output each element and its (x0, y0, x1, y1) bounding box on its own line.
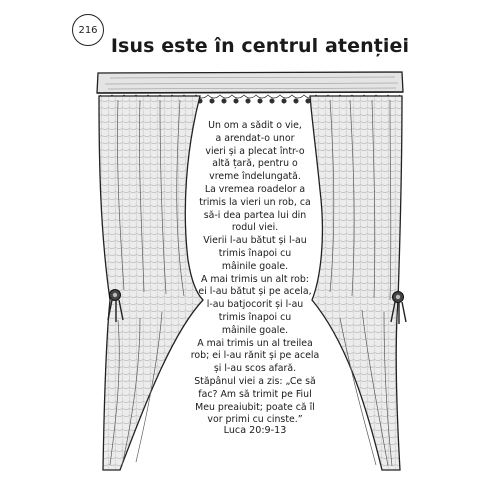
passage-line: trimis înapoi cu (218, 311, 292, 323)
passage-line: vreme îndelungată. (209, 171, 301, 183)
scripture-reference: Luca 20:9-13 (223, 425, 287, 436)
passage-line: Vierii l-au bătut și l-au (203, 235, 307, 247)
passage-line: și l-au scos afară. (213, 363, 297, 375)
passage-line: fac? Am să trimit pe Fiul (198, 388, 312, 400)
passage-line: La vremea roadelor a (204, 183, 306, 195)
curtain-valance (97, 72, 403, 93)
passage-line: Un om a sădit o vie, (208, 120, 302, 131)
passage-line: mâinile goale. (221, 260, 289, 272)
passage-line: rodul viei. (231, 222, 279, 234)
passage-line: rob; ei l-au rănit și pe acela (190, 350, 320, 362)
passage-line: vor primi cu cinste.” (207, 414, 303, 426)
passage-line: l-au batjocorit și l-au (206, 299, 304, 311)
passage-line: altă țară, pentru o (212, 158, 298, 170)
passage-line: A mai trimis un alt rob: (201, 273, 309, 285)
page-title: Isus este în centrul atenției (110, 35, 410, 57)
passage-line: A mai trimis un al treilea (197, 337, 313, 349)
page-number: 216 (72, 14, 104, 46)
passage-line: Meu preaiubit; poate că îl (195, 401, 315, 413)
passage-line: a arendat-o unor (215, 132, 295, 144)
passage-line: să-i dea partea lui din (203, 209, 307, 221)
right-curtain (310, 96, 402, 470)
passage-line: Stăpânul viei a zis: „Ce să (194, 375, 316, 387)
passage-line: ei l-au bătut și pe acela, (198, 286, 312, 298)
left-curtain (99, 96, 203, 470)
passage-line: vieri și a plecat într-o (205, 145, 305, 157)
passage-line: trimis înapoi cu (218, 247, 292, 259)
bible-passage (190, 120, 320, 427)
passage-line: mâinile goale. (221, 324, 289, 336)
passage-line: trimis la vieri un rob, ca (199, 196, 311, 208)
